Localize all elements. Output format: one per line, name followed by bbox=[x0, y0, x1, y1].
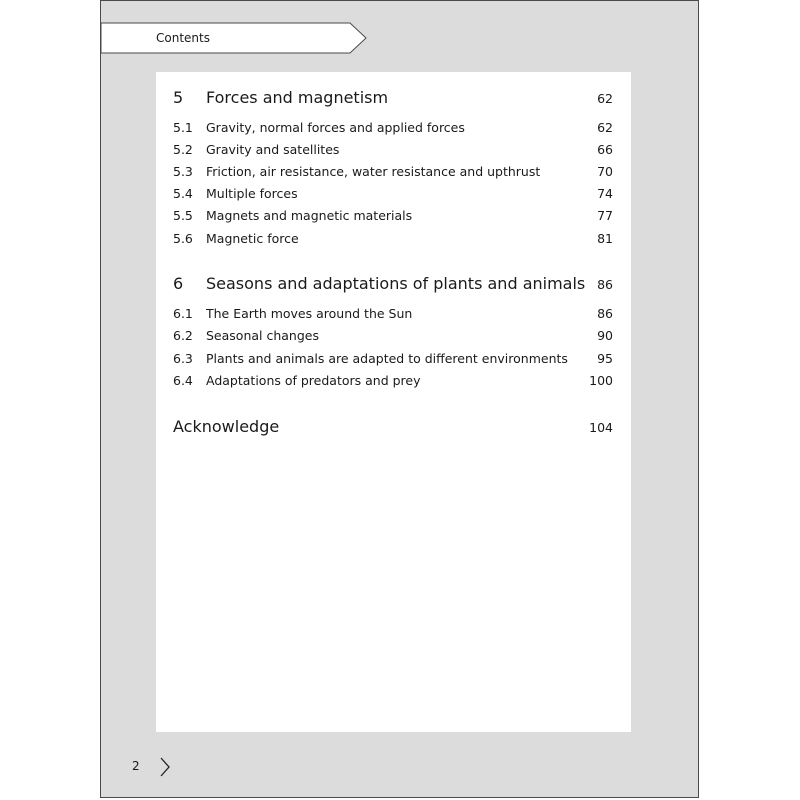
section-number: 5.4 bbox=[173, 186, 193, 201]
chapter-page: 86 bbox=[597, 277, 613, 292]
section-title: The Earth moves around the Sun bbox=[206, 306, 413, 321]
section-number: 5.2 bbox=[173, 142, 193, 157]
section-row[interactable] bbox=[173, 208, 613, 226]
section-page: 77 bbox=[597, 208, 613, 223]
chapter-number: 6 bbox=[173, 274, 184, 293]
section-number: 5.1 bbox=[173, 120, 193, 135]
chapter-row[interactable] bbox=[173, 274, 613, 296]
section-title: Seasonal changes bbox=[206, 328, 319, 343]
chapter-row[interactable] bbox=[173, 88, 613, 110]
section-number: 6.2 bbox=[173, 328, 193, 343]
contents-tab bbox=[100, 22, 368, 54]
section-row[interactable] bbox=[173, 351, 613, 369]
section-title: Magnetic force bbox=[206, 231, 299, 246]
section-row[interactable] bbox=[173, 164, 613, 182]
section-row[interactable] bbox=[173, 231, 613, 249]
chapter-title: Seasons and adaptations of plants and animals bbox=[206, 274, 586, 293]
acknowledge-row[interactable] bbox=[173, 417, 613, 439]
section-page: 90 bbox=[597, 328, 613, 343]
section-page: 95 bbox=[597, 351, 613, 366]
acknowledge-title: Acknowledge bbox=[173, 417, 280, 436]
section-row[interactable] bbox=[173, 120, 613, 138]
chapter-page: 62 bbox=[597, 91, 613, 106]
section-page: 70 bbox=[597, 164, 613, 179]
chapter-title: Forces and magnetism bbox=[206, 88, 389, 107]
section-row[interactable] bbox=[173, 186, 613, 204]
section-page: 81 bbox=[597, 231, 613, 246]
section-title: Plants and animals are adapted to different environments bbox=[206, 351, 568, 366]
tab-arrow-shape bbox=[100, 22, 368, 54]
section-title: Friction, air resistance, water resistance and upthrust bbox=[206, 164, 541, 179]
section-row[interactable] bbox=[173, 142, 613, 160]
section-number: 5.5 bbox=[173, 208, 193, 223]
tab-label: Contents bbox=[156, 31, 210, 45]
section-page: 74 bbox=[597, 186, 613, 201]
page-number: 2 bbox=[132, 759, 140, 773]
section-row[interactable] bbox=[173, 306, 613, 324]
section-title: Multiple forces bbox=[206, 186, 298, 201]
section-number: 6.3 bbox=[173, 351, 193, 366]
section-number: 5.3 bbox=[173, 164, 193, 179]
section-page: 100 bbox=[589, 373, 613, 388]
section-row[interactable] bbox=[173, 328, 613, 346]
acknowledge-page: 104 bbox=[589, 420, 613, 435]
section-title: Gravity and satellites bbox=[206, 142, 340, 157]
section-title: Magnets and magnetic materials bbox=[206, 208, 413, 223]
section-number: 6.4 bbox=[173, 373, 193, 388]
section-title: Adaptations of predators and prey bbox=[206, 373, 421, 388]
section-page: 62 bbox=[597, 120, 613, 135]
section-title: Gravity, normal forces and applied forces bbox=[206, 120, 465, 135]
chevron-right-icon[interactable] bbox=[158, 756, 172, 782]
section-number: 6.1 bbox=[173, 306, 193, 321]
section-page: 86 bbox=[597, 306, 613, 321]
chapter-number: 5 bbox=[173, 88, 184, 107]
section-page: 66 bbox=[597, 142, 613, 157]
section-row[interactable] bbox=[173, 373, 613, 391]
section-number: 5.6 bbox=[173, 231, 193, 246]
